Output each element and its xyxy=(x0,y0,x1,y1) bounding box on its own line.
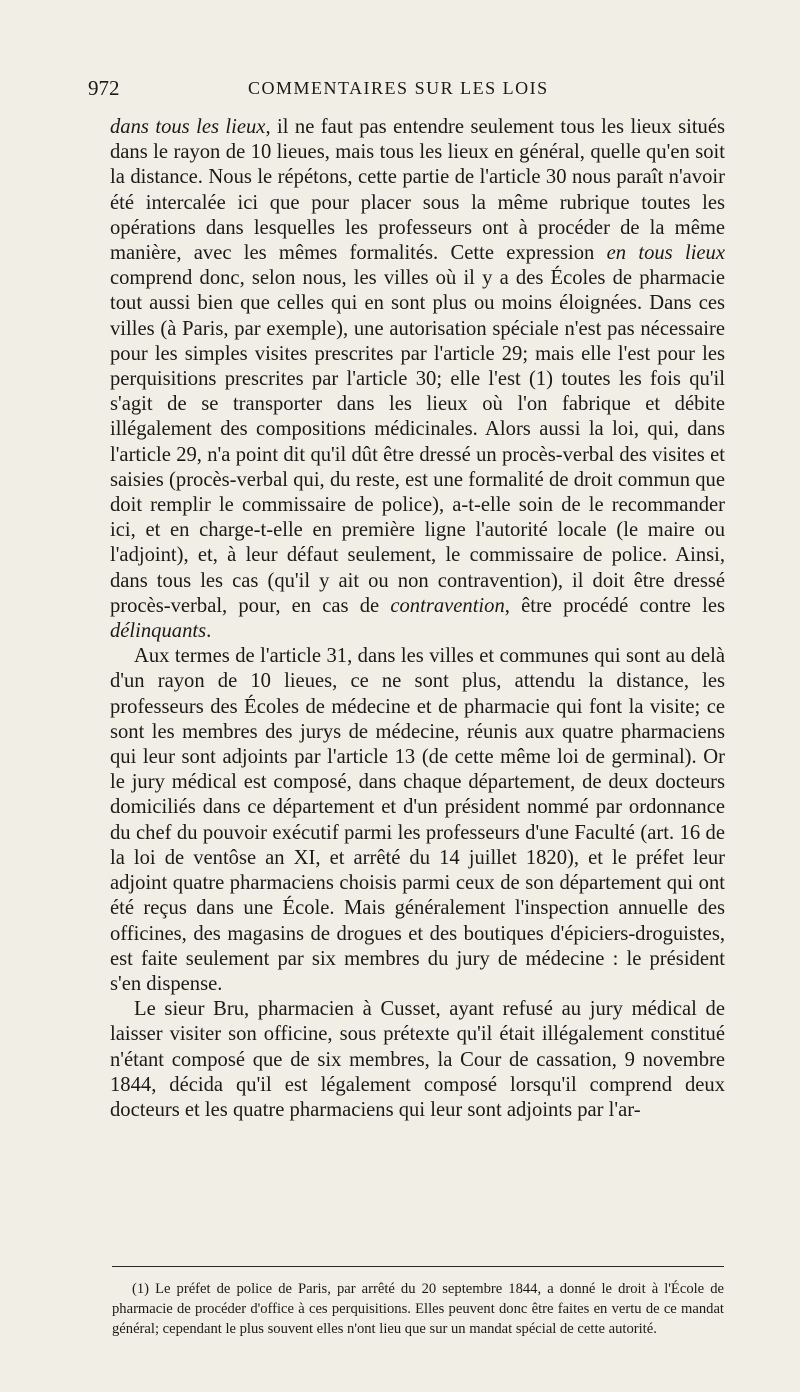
footnote-text: (1) Le préfet de police de Paris, par arrêté du 20 septembre 1844, a donné le droit à l'École de pharmacie de procéder d'office à ces perquisitions. Elles peuvent donc être faites en vertu de ce mandat général; cependant le plus souvent elles n'ont lieu que sur un mandat spécial de cette autorité. xyxy=(112,1281,724,1337)
paragraph-1 xyxy=(110,115,725,644)
footnote-rule xyxy=(112,1266,724,1267)
page-number: 972 xyxy=(88,76,120,100)
paragraph-2 xyxy=(110,644,725,997)
text-run: Le sieur Bru, pharmacien à Cusset, ayant refusé au jury médical de laisser visiter son officine, sous prétexte qu'il était illégalement constitué n'étant composé que de six membres, la Cour de cassation, 9 novembre 1844, décida qu'il est légalement composé lorsqu'il comprend deux docteurs et les quatre pharmaciens qui leur sont adjoints par l'ar- xyxy=(110,998,725,1121)
text-run: , être procédé contre les xyxy=(504,594,725,617)
text-run: . xyxy=(206,620,212,643)
text-run: comprend donc, selon nous, les villes où il y a des Écoles de pharmacie tout aussi bien que celles qui en sont plus ou moins éloignées. Dans ces villes (à Paris, par exemple), une autorisation spéciale n'est pas nécessaire pour les simples visites prescrites par l'article 29; mais elle l'est pour les perquisitions prescrites par l'article 30; elle l'est (1) toutes les fois qu'il s'agit de se transporter dans les lieux où l'on fabrique et débite illégalement des compositions médicinales. Alors aussi la loi, qui, dans l'article 29, n'a point dit qu'il dût être dressé un procès-verbal des visites et saisies (procès-verbal qui, du reste, est une formalité de droit commun que doit remplir le commissaire de police), a-t-elle soin de le recommander ici, et en charge-t-elle en première ligne l'autorité locale (le maire ou l'adjoint), et, à leur défaut seulement, le commissaire de police. Ainsi, dans tous les cas (qu'il y ait ou non contravention), il doit être dressé procès-verbal, pour, en cas de xyxy=(110,267,725,617)
text-run: contravention xyxy=(390,594,505,617)
text-run: en tous lieux xyxy=(606,242,725,265)
text-run: Aux termes de l'article 31, dans les villes et communes qui sont au delà d'un rayon de 10 lieues, ce ne sont plus, attendu la distance, les professeurs des Écoles de médecine et de pharmacie qui font la visite; ce sont les membres des jurys de médecine, réunis aux quatre pharmaciens qui leur sont adjoints par l'article 13 (de cette même loi de germinal). Or le jury médical est composé, dans chaque département, de deux docteurs domiciliés dans ce département et d'un président nommé par ordonnance du chef du pouvoir exécutif parmi les professeurs d'une Faculté (art. 16 de la loi de ventôse an XI, et arrêté du 14 juillet 1820), et le préfet leur adjoint quatre pharmaciens choisis parmi ceux de son département qui ont été reçus dans une École. Mais généralement l'inspection annuelle des officines, des magasins de drogues et des boutiques d'épiciers-droguistes, est faite seulement par six membres du jury de médecine : le président s'en dispense. xyxy=(110,645,725,995)
text-run: délinquants xyxy=(110,620,207,643)
text-run: dans tous les lieux xyxy=(110,116,266,138)
text-run: , il ne faut pas entendre seulement tous les lieux situés dans le rayon de 10 lieues, mais tous les lieux en général, quelle qu'en soit la distance. Nous le répétons, cette partie de l'article 30 nous paraît n'avoir été intercalée ici que pour placer sous la même rubrique toutes les opérations dans lesquelles les professeurs ont à procéder de la même manière, avec les mêmes formalités. Cette expression xyxy=(110,116,725,265)
page-header xyxy=(88,76,720,106)
footnote xyxy=(112,1279,724,1339)
running-title: COMMENTAIRES SUR LES LOIS xyxy=(248,78,549,98)
paragraph-3 xyxy=(110,997,725,1123)
main-text xyxy=(110,115,725,1123)
